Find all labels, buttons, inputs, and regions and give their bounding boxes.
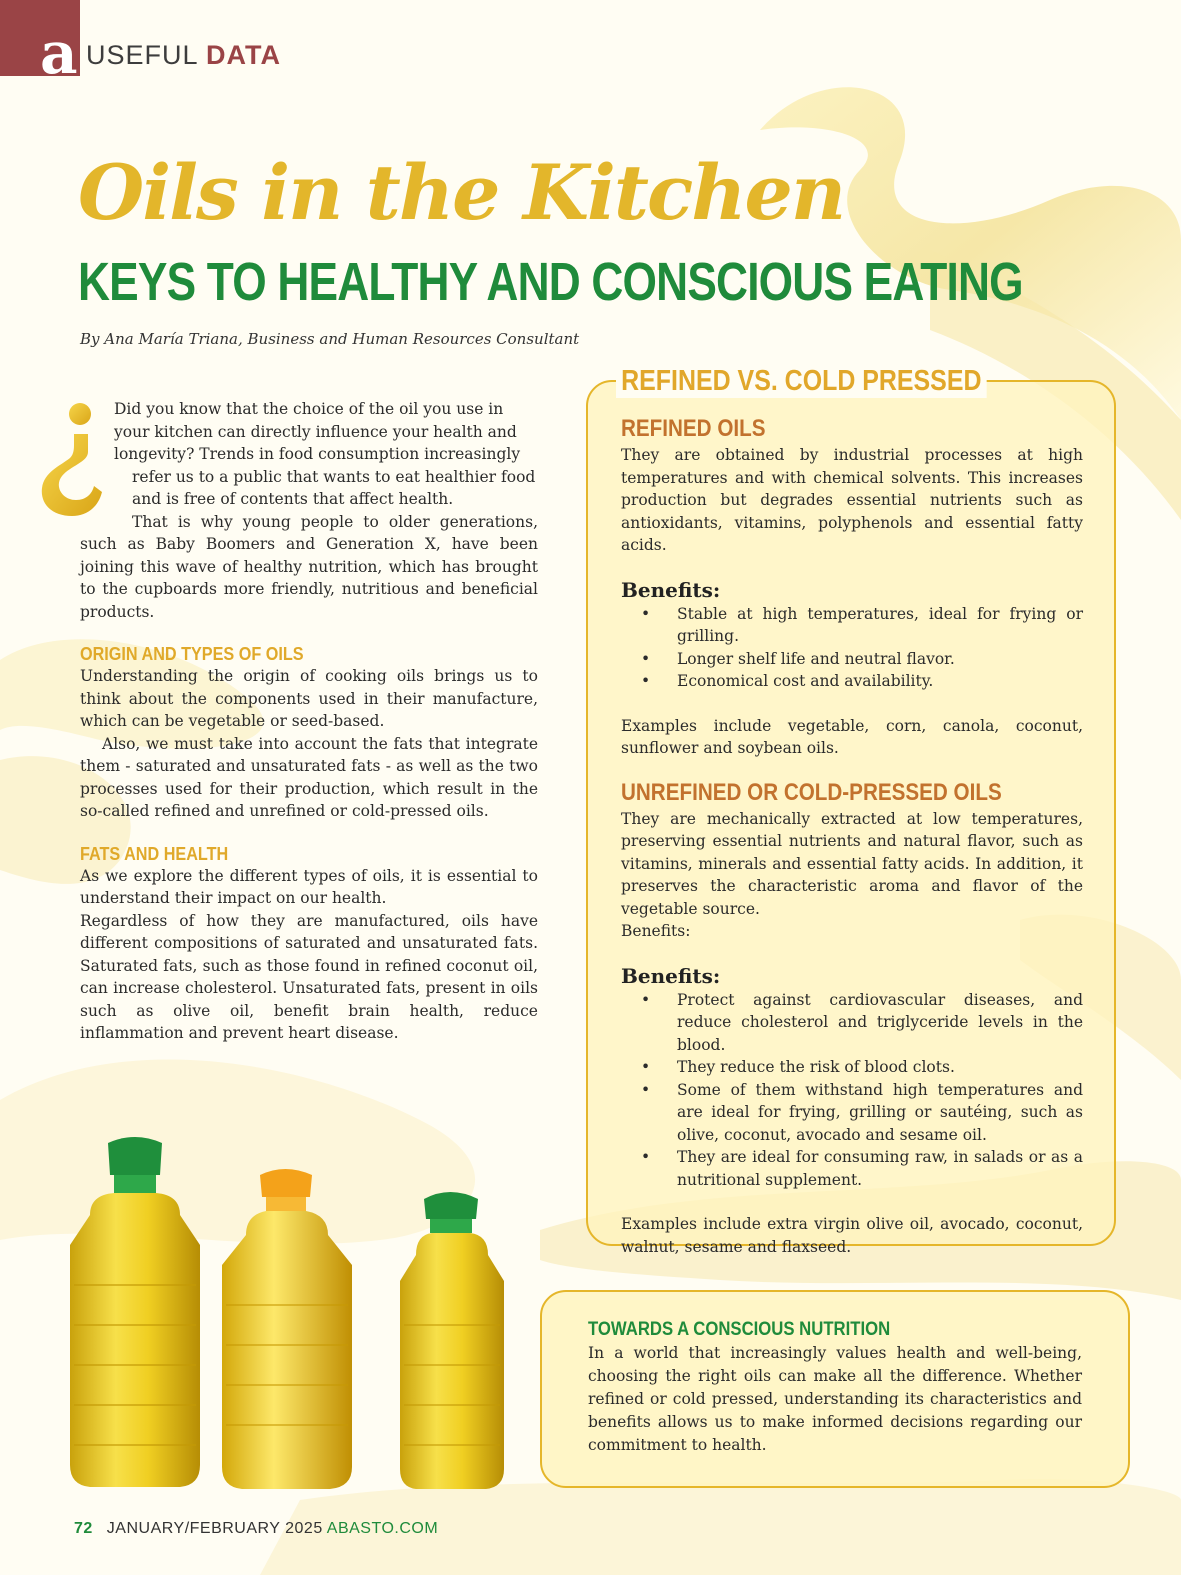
section-label-light: USEFUL	[86, 40, 207, 70]
intro-paragraph-2: That is why young people to older generations, such as Baby Boomers and Generation X, have been joining this wave of healthy nutrition, which has brought to the cupboards more friendly, nutritious and beneficial products.	[80, 512, 538, 621]
refined-benefits-heading: Benefits:	[621, 577, 721, 602]
list-item: • Longer shelf life and neutral flavor.	[621, 648, 1083, 671]
refined-text: They are obtained by industrial processes at high temperatures and with chemical solvents. This increases production but degrades essential nutrients such as antioxidants, vitamins, polyphenols and essential fatty acids.	[621, 446, 1083, 554]
origin-paragraph-1: Understanding the origin of cooking oils brings us to think about the components used in their manufacture, which can be vegetable or seed-based.	[80, 667, 538, 730]
bottle-right	[400, 1192, 504, 1489]
box-content	[621, 414, 1083, 1258]
list-item: • They are ideal for consuming raw, in salads or as a nutritional supplement.	[621, 1146, 1083, 1191]
box-title: REFINED VS. COLD PRESSED	[616, 364, 987, 398]
page-number: 72	[74, 1520, 93, 1537]
fats-paragraph-1: As we explore the different types of oils, it is essential to understand their impact on our health.	[80, 866, 538, 907]
bottle-middle	[222, 1169, 352, 1489]
intro-line: longevity? Trends in food consumption increasingly	[114, 445, 521, 463]
cold-pressed-benefits-list	[621, 989, 1083, 1192]
article-title: Oils in the Kitchen	[78, 148, 845, 237]
cold-pressed-heading: UNREFINED OR COLD-PRESSED OILS	[621, 778, 1002, 806]
list-item: • Economical cost and availability.	[621, 670, 1083, 693]
oil-bottles-image	[60, 1135, 540, 1495]
origin-paragraph-2: Also, we must take into account the fats that integrate them - saturated and unsaturated fats - as well as the two processes used for their production, which result in the so-called refined and unrefined or cold-pressed oils.	[80, 734, 538, 820]
intro-line: refer us to a public that wants to eat healthier food	[132, 467, 536, 486]
inverted-question-mark-dropcap	[36, 400, 106, 520]
refined-benefits-list	[621, 603, 1083, 693]
origin-heading: ORIGIN AND TYPES OF OILS	[80, 644, 304, 664]
cold-pressed-text: They are mechanically extracted at low temperatures, preserving essential nutrients and natural flavor, such as vitamins, minerals and essential fatty acids. In addition, it preserves the characteristic aroma and flavor of the vegetable source.	[621, 809, 1083, 918]
list-item: • Some of them withstand high temperatures and are ideal for frying, grilling or sautéing, such as olive, coconut, avocado and sesame oil.	[621, 1079, 1083, 1147]
list-item: • Stable at high temperatures, ideal for frying or grilling.	[621, 603, 1083, 648]
fats-heading: FATS AND HEALTH	[80, 843, 229, 864]
intro-paragraph	[80, 398, 538, 511]
section-label-bold: DATA	[206, 40, 282, 70]
fats-paragraph-2: Regardless of how they are manufactured, oils have different compositions of saturated and unsaturated fats. Saturated fats, such as those found in refined coconut oil, can increase cholesterol. Unsaturated fats, present in oils such as olive oil, benefit brain health, reduce inflammation and prevent heart disease.	[80, 911, 538, 1042]
intro-line: your kitchen can directly influence your health and	[114, 422, 517, 441]
article-byline: By Ana María Triana, Business and Human Resources Consultant	[80, 330, 580, 348]
intro-line: and is free of contents that affect health.	[132, 490, 454, 508]
cold-pressed-plain-label: Benefits:	[621, 922, 691, 940]
list-item: • Protect against cardiovascular diseases, and reduce cholesterol and triglyceride levels in the blood.	[621, 989, 1083, 1057]
refined-examples: Examples include vegetable, corn, canola, coconut, sunflower and soybean oils.	[621, 716, 1083, 757]
bottle-left	[70, 1137, 200, 1487]
conscious-nutrition-text: In a world that increasingly values health and well-being, choosing the right oils can make all the difference. Whether refined or cold pressed, understanding its characteristics and benefits allows us to make informed decisions regarding our commitment to health.	[588, 1344, 1082, 1454]
issue-date: JANUARY/FEBRUARY 2025	[106, 1520, 327, 1537]
list-item: • They reduce the risk of blood clots.	[621, 1056, 1083, 1079]
conscious-nutrition-content	[588, 1318, 1082, 1457]
left-column	[80, 398, 538, 1045]
intro-line: Did you know that the choice of the oil you use in	[114, 400, 504, 418]
section-label	[86, 40, 281, 71]
conscious-nutrition-heading: TOWARDS A CONSCIOUS NUTRITION	[588, 1319, 891, 1340]
website-link[interactable]: ABASTO.COM	[326, 1520, 439, 1537]
page-footer	[74, 1520, 438, 1538]
cold-pressed-benefits-heading: Benefits:	[621, 963, 721, 988]
cold-pressed-examples: Examples include extra virgin olive oil, avocado, coconut, walnut, sesame and flaxseed.	[621, 1215, 1083, 1256]
article-subtitle: KEYS TO HEALTHY AND CONSCIOUS EATING	[78, 252, 1023, 312]
magazine-logo-letter: a	[40, 19, 78, 87]
refined-heading: REFINED OILS	[621, 415, 766, 442]
